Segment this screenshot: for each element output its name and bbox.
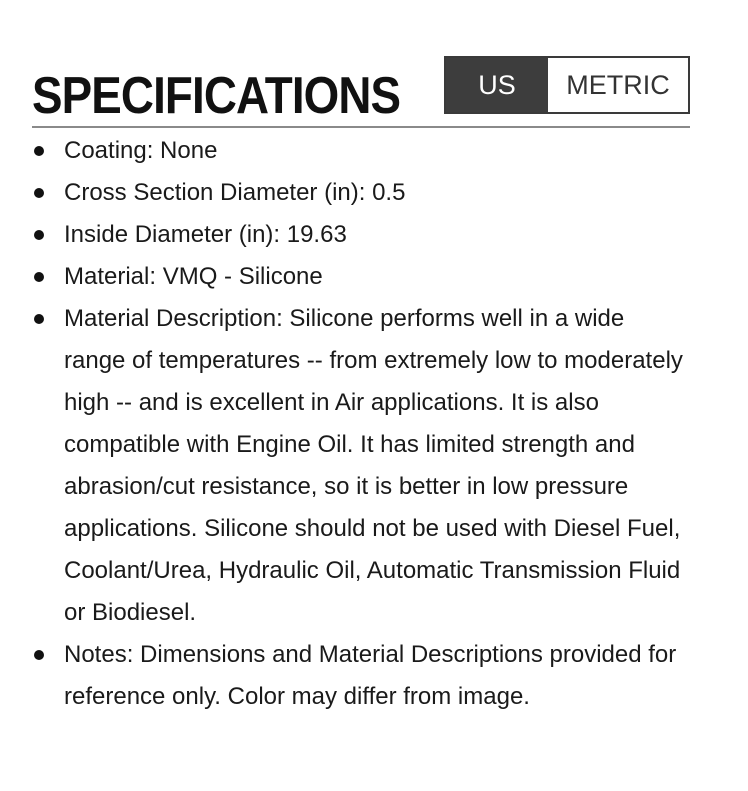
- unit-us-button[interactable]: US: [446, 58, 548, 112]
- bullet-icon: [34, 230, 44, 240]
- spec-item-text: Inside Diameter (in): 19.63: [64, 221, 347, 248]
- bullet-icon: [34, 272, 44, 282]
- specifications-panel: [32, 56, 690, 718]
- specifications-list: [32, 130, 690, 718]
- spec-item-notes: [32, 634, 690, 718]
- spec-item-material: [32, 256, 690, 298]
- spec-item-text: Notes: Dimensions and Material Descriptions provided for reference only. Color may differ from image.: [64, 641, 677, 710]
- specifications-header: [32, 56, 690, 128]
- bullet-icon: [34, 188, 44, 198]
- spec-item-text: Material: VMQ - Silicone: [64, 263, 323, 290]
- unit-metric-button[interactable]: METRIC: [548, 58, 688, 112]
- bullet-icon: [34, 650, 44, 660]
- spec-item-text: Material Description: Silicone performs well in a wide range of temperatures -- from extremely low to moderately high -- and is excellent in Air applications. It is also compatible with Engine Oil. It has limited strength and abrasion/cut resistance, so it is better in low pressure applications. Silicone should not be used with Diesel Fuel, Coolant/Urea, Hydraulic Oil, Automatic Transmission Fluid or Biodiesel.: [64, 305, 683, 626]
- spec-item-coating: [32, 130, 690, 172]
- bullet-icon: [34, 146, 44, 156]
- spec-item-material-description: [32, 298, 690, 634]
- bullet-icon: [34, 314, 44, 324]
- spec-item-text: Coating: None: [64, 137, 218, 164]
- specifications-title: SPECIFICATIONS: [32, 67, 401, 125]
- spec-item-text: Cross Section Diameter (in): 0.5: [64, 179, 406, 206]
- unit-toggle: [444, 56, 690, 114]
- spec-item-cross-section-diameter: [32, 172, 690, 214]
- spec-item-inside-diameter: [32, 214, 690, 256]
